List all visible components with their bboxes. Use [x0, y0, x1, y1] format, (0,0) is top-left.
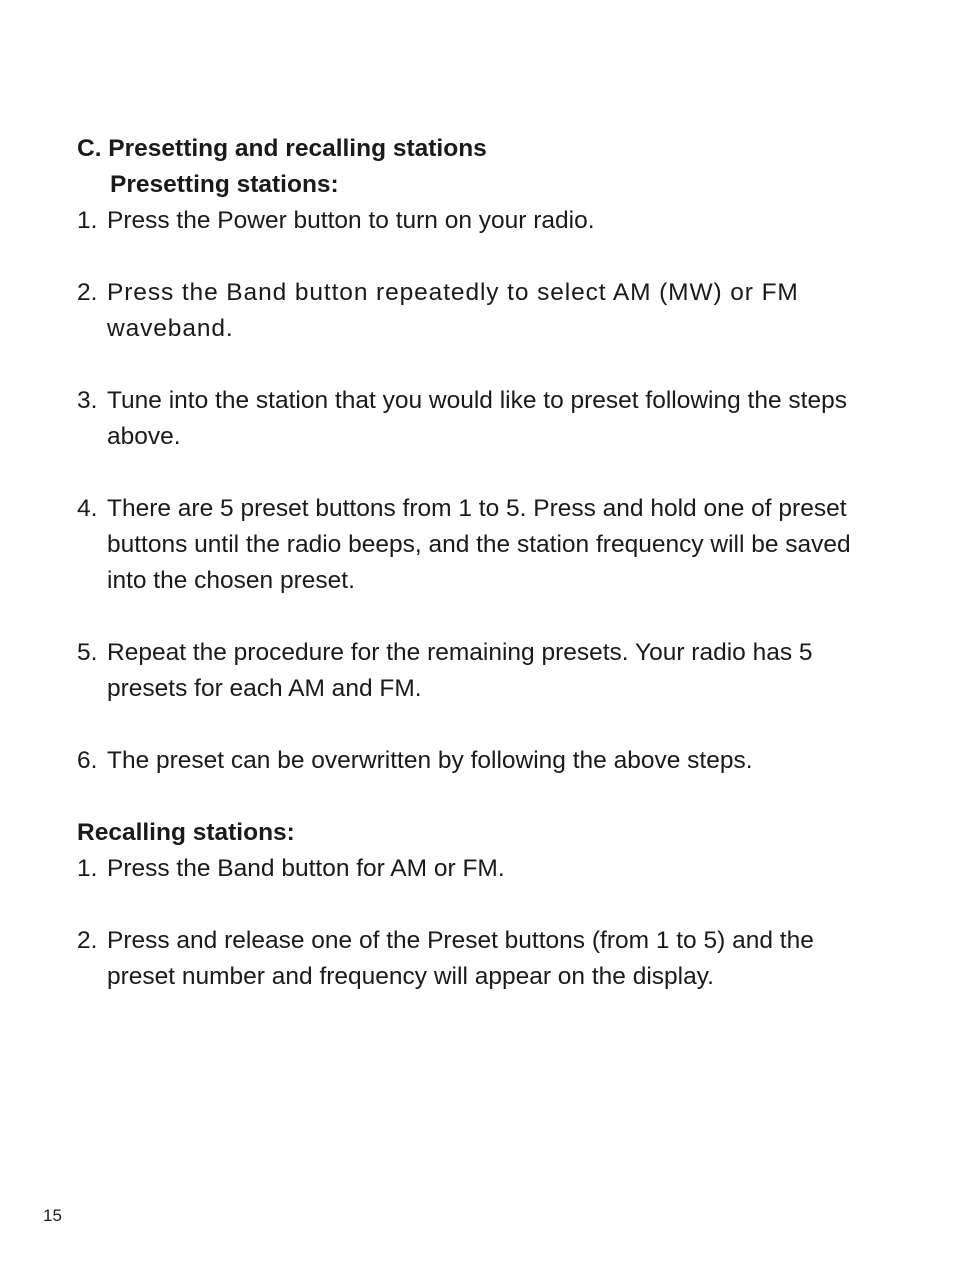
step-number: 3.: [77, 387, 98, 414]
list-item: [77, 203, 887, 239]
list-item: [77, 923, 887, 995]
list-item: [77, 383, 887, 455]
step-text: Press and release one of the Preset buttons (from 1 to 5) and the preset number and frequency will appear on the display.: [107, 927, 814, 990]
step-number: 2.: [77, 927, 98, 954]
step-number: 1.: [77, 207, 98, 234]
page-number: 15: [43, 1206, 62, 1225]
step-text: Press the Power button to turn on your radio.: [107, 207, 595, 234]
presetting-heading: Presetting stations:: [110, 171, 339, 198]
step-text: Repeat the procedure for the remaining presets. Your radio has 5 presets for each AM and FM.: [107, 639, 813, 702]
section-spacer: [77, 779, 887, 815]
step-text: Press the Band button for AM or FM.: [107, 855, 505, 882]
list-item: [77, 635, 887, 707]
step-number: 5.: [77, 639, 98, 666]
recalling-heading: Recalling stations:: [77, 819, 295, 846]
step-number: 4.: [77, 495, 98, 522]
list-item: [77, 851, 887, 887]
step-number: 1.: [77, 855, 98, 882]
page-content: [77, 131, 887, 995]
list-item: [77, 275, 887, 347]
recalling-steps-list: [77, 851, 887, 995]
step-text: The preset can be overwritten by following the above steps.: [107, 747, 753, 774]
step-text: Tune into the station that you would like to preset following the steps above.: [107, 387, 847, 450]
step-number: 6.: [77, 747, 98, 774]
section-title: C. Presetting and recalling stations: [77, 135, 487, 162]
step-text: There are 5 preset buttons from 1 to 5. Press and hold one of preset buttons until the radio beeps, and the station frequency will be saved into the chosen preset.: [107, 495, 851, 594]
list-item: [77, 743, 887, 779]
step-number: 2.: [77, 279, 98, 306]
list-item: [77, 491, 887, 599]
presetting-steps-list: [77, 203, 887, 779]
step-text: Press the Band button repeatedly to select AM (MW) or FM waveband.: [107, 279, 799, 342]
